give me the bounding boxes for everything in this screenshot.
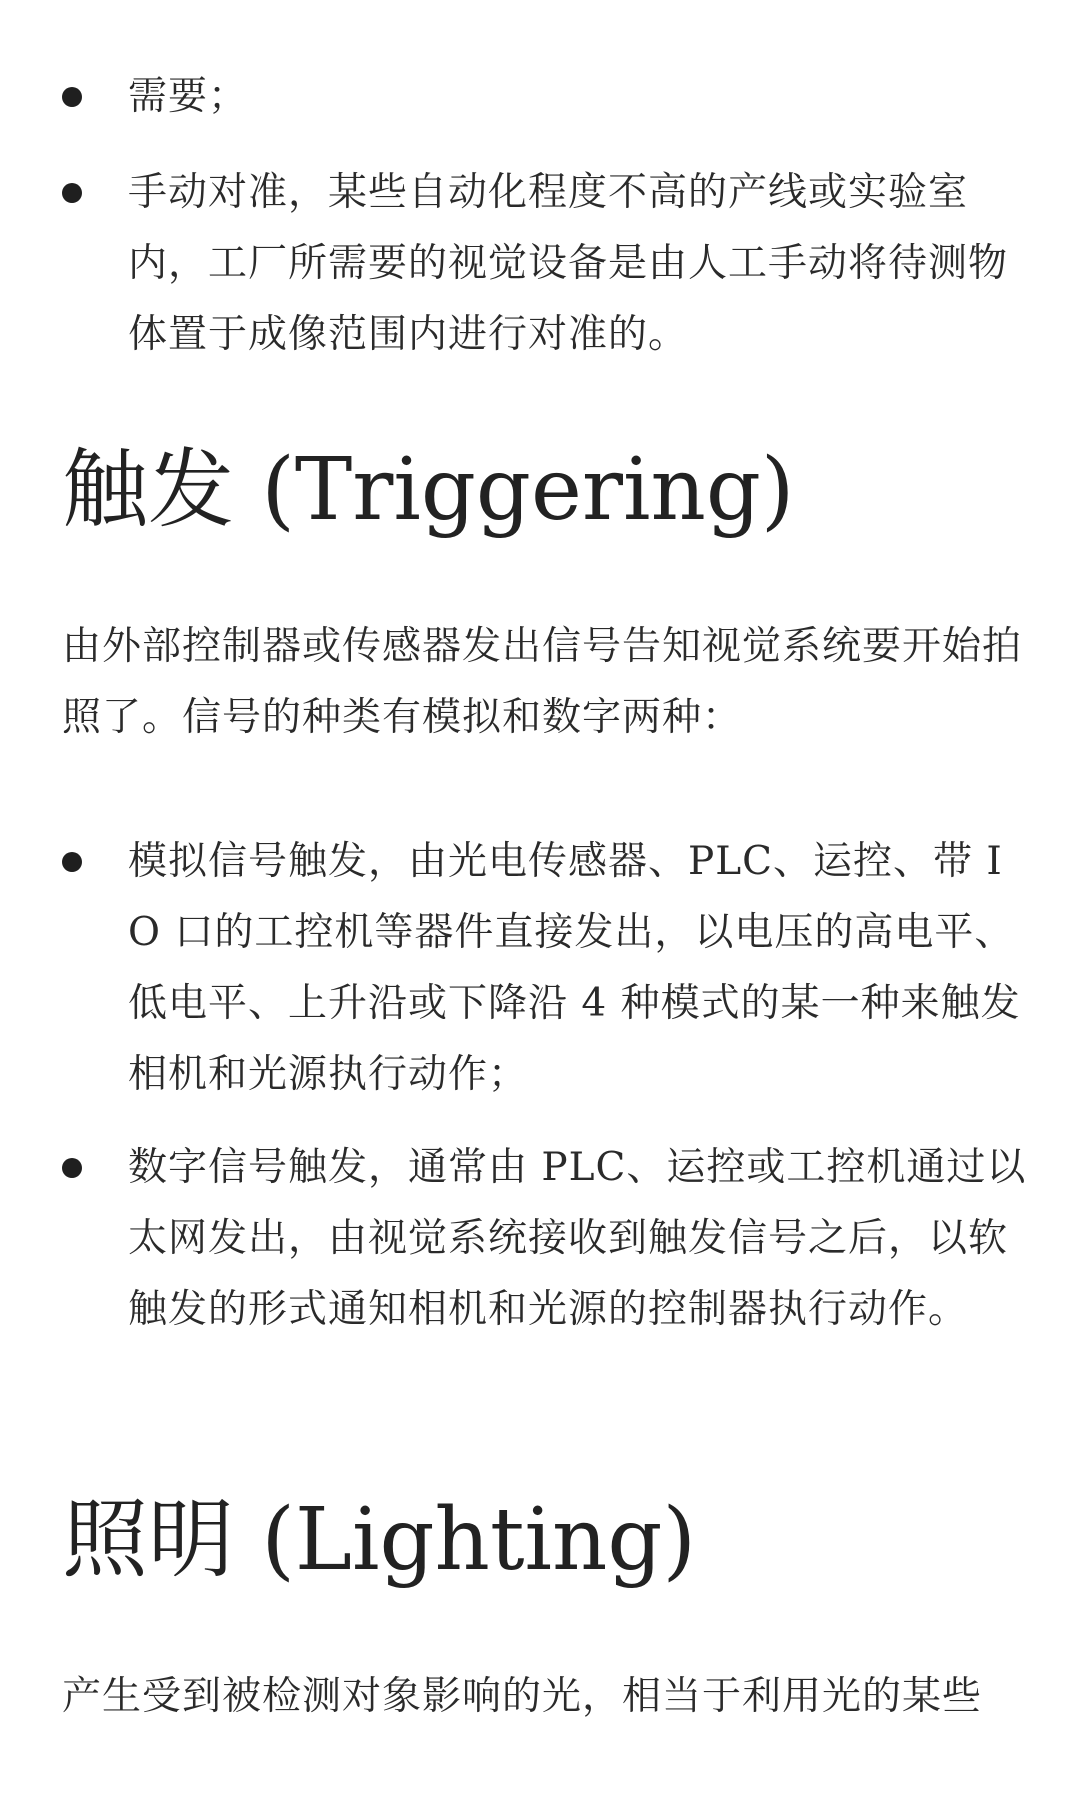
- bullet-dot-icon: [62, 87, 82, 107]
- bullet-dot-icon: [62, 1158, 82, 1178]
- list-item: [62, 826, 1030, 1110]
- list-item-text: 需要；: [128, 74, 249, 119]
- list-item: [62, 157, 1030, 370]
- list-item-text: 手动对准，某些自动化程度不高的产线或实验室内，工厂所需要的视觉设备是由人工手动将待测物体置于成像范围内进行对准的。: [128, 170, 1009, 357]
- bullet-list-trigger-types: [62, 826, 1030, 1345]
- bullet-dot-icon: [62, 852, 82, 872]
- list-item-text: 数字信号触发，通常由 PLC、运控或工控机通过以太网发出，由视觉系统接收到触发信号之后，以软触发的形式通知相机和光源的控制器执行动作。: [128, 1145, 1027, 1332]
- paragraph-lighting: 产生受到被检测对象影响的光，相当于利用光的某些: [62, 1674, 983, 1719]
- list-item: [62, 1132, 1030, 1345]
- list-item-text: 模拟信号触发，由光电传感器、PLC、运控、带 I O 口的工控机等器件直接发出，以电压的高电平、低电平、上升沿或下降沿 4 种模式的某一种来触发相机和光源执行动作；: [128, 839, 1021, 1097]
- section-heading-lighting: 照明 (Lighting): [62, 1490, 696, 1590]
- section-heading-triggering: 触发 (Triggering): [62, 440, 795, 540]
- paragraph-triggering: 由外部控制器或传感器发出信号告知视觉系统要开始拍照了。信号的种类有模拟和数字两种：: [62, 624, 1023, 740]
- bullet-list-top: [62, 61, 1030, 370]
- list-item: [62, 61, 1030, 132]
- bullet-dot-icon: [62, 183, 82, 203]
